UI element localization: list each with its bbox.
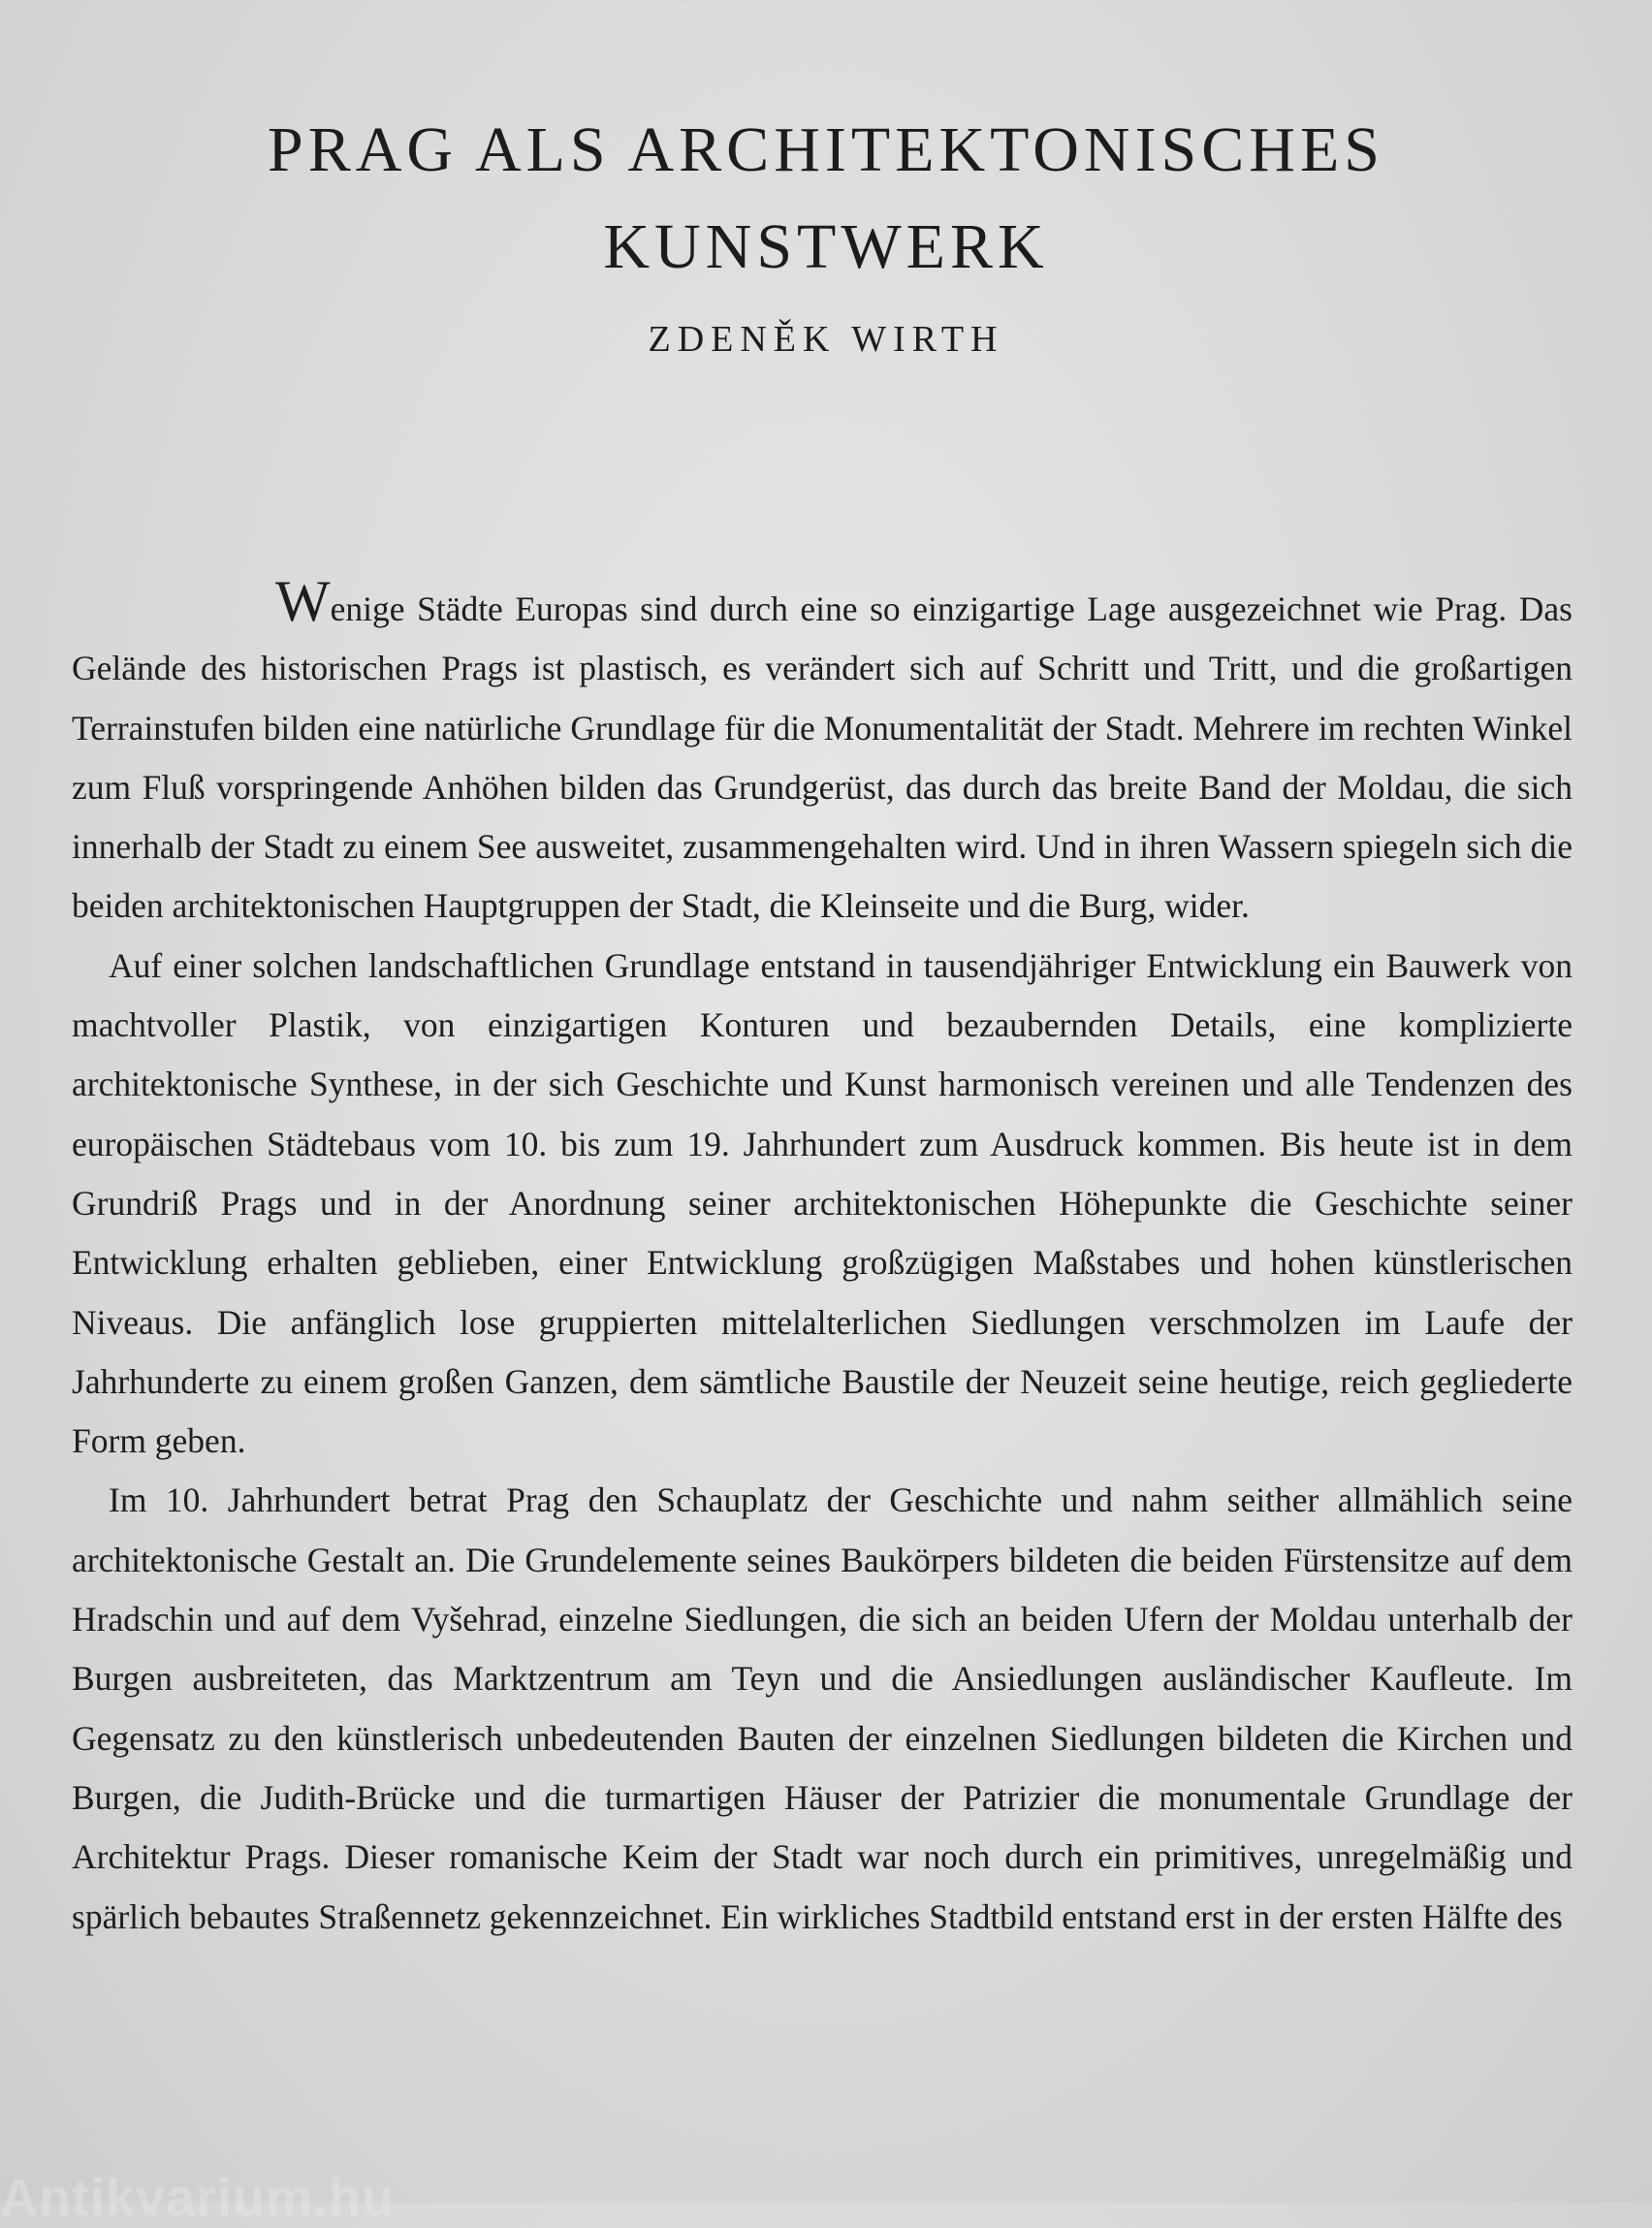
paragraph-3: Im 10. Jahrhundert betrat Prag den Schauplatz der Geschichte und nahm seither allmählich seine architektonische Gestalt an. Die Grundelemente seines Baukörpers bildeten die beiden Fürstensitze auf dem Hradschin und auf dem Vyšehrad, einzelne Siedlungen, die sich an beiden Ufern der Moldau unterhalb der Burgen ausbreiteten, das Marktzentrum am Teyn und die Ansiedlungen ausländischer Kaufleute. Im Gegensatz zu den künstlerisch unbedeutenden Bauten der einzelnen Siedlungen bildeten die Kirchen und Burgen, die Judith-Brücke und die turmartigen Häuser der Patrizier die monumentale Grundlage der Architektur Prags. Dieser romanische Keim der Stadt war noch durch ein primitives, unregelmäßig und spärlich bebautes Straßennetz gekennzeichnet. Ein wirkliches Stadtbild entstand erst in der ersten Hälfte des (72, 1480, 1573, 1936)
drop-cap: W (275, 569, 331, 633)
watermark: Antikvarium.hu (0, 2169, 396, 2227)
paragraph-2: Auf einer solchen landschaftlichen Grundlage entstand in tausendjähriger Entwicklung ein Bauwerk von machtvoller Plastik, von einzigartigen Konturen und bezaubernden Details, eine komplizierte architektonische Synthese, in der sich Geschichte und Kunst harmonisch vereinen und alle Tendenzen des europäischen Städtebaus vom 10. bis zum 19. Jahrhundert zum Ausdruck kommen. Bis heute ist in dem Grundriß Prags und in der Anordnung seiner architektonischen Höhepunkte die Geschichte seiner Entwicklung erhalten geblieben, einer Entwicklung großzügigen Maßstabes und hohen künstlerischen Niveaus. Die anfänglich lose gruppierten mittelalterlichen Siedlungen verschmolzen im Laufe der Jahrhunderte zu einem großen Ganzen, dem sämtliche Baustile der Neuzeit seine heutige, reich gegliederte Form geben. (72, 945, 1573, 1461)
author-name: ZDENĚK WIRTH (648, 319, 1004, 360)
title-line-1: PRAG ALS ARCHITEKTONISCHES (268, 114, 1384, 185)
paragraph-1 (72, 569, 1573, 937)
title-line-2: KUNSTWERK (603, 211, 1049, 282)
page-title (0, 102, 1652, 296)
paragraph-1-text: enige Städte Europas sind durch eine so einzigartige Lage ausgezeichnet wie Prag. Das Gelände des historischen Prags ist plastisch, es verändert sich auf Schritt und Tritt, und die großartigen Terrainstufen bilden eine natürliche Grundlage für die Monumentalität der Stadt. Mehrere im rechten Winkel zum Fluß vorspringende Anhöhen bilden das Grundgerüst, das durch das breite Band der Moldau, die sich innerhalb der Stadt zu einem See ausweitet, zusammengehalten wird. Und in ihren Wassern spiegeln sich die beiden architektonischen Hauptgruppen der Stadt, die Kleinseite und die Burg, wider. (72, 589, 1573, 926)
body-text (72, 569, 1573, 1947)
